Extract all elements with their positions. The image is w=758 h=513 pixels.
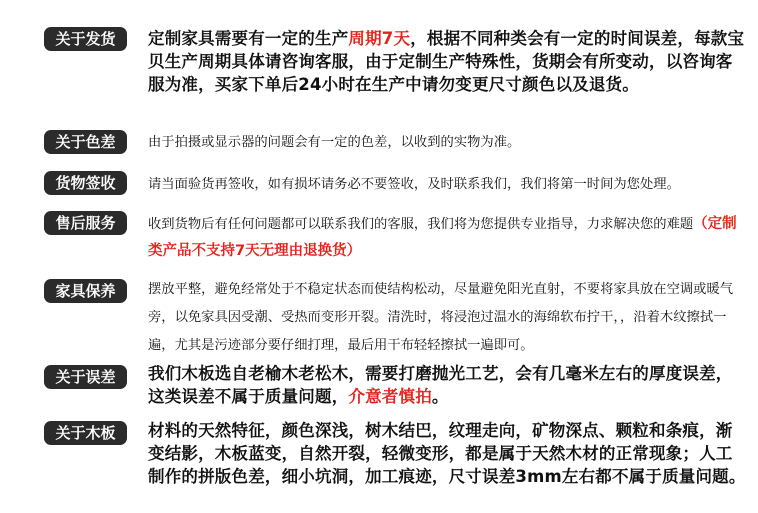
- section-body: [148, 27, 748, 96]
- section-body: [148, 362, 748, 408]
- highlight-text: 周期7天: [348, 29, 411, 48]
- text-segment: 摆放平整，避免经常处于不稳定状态而使结构松动，尽量避免阳光直射，不要将家具放在空调或暖气旁，以免家具因受潮、受热而变形开裂。清洗时，将浸泡过温水的海绵软布拧干，，沿着木纹擦拭一遍，尤其是污迹部分要仔细打理，最后用干布轻轻擦拭一遍即可。: [148, 282, 734, 353]
- section-label-badge: 货物签收: [44, 171, 127, 195]
- highlight-text: 介意者慎拍: [348, 387, 432, 406]
- section-label-badge: 售后服务: [44, 211, 127, 235]
- text-segment: ，根据不同种类会有一定的时间误差，每款宝贝生产周期具体请咨询客服，由于定制生产特殊性，货期会有所变动，以咨询客服为准，买家下单后24小时在生产中请勿变更尺寸颜色以及退货。: [148, 29, 745, 94]
- section-body: [148, 276, 746, 360]
- text-segment: 定制家具需要有一定的生产: [148, 29, 349, 48]
- text-segment: 材料的天然特征，颜色深浅，树木结巴，纹理走向，矿物深点、颗粒和条痕，渐变结影，木板蓝变，自然开裂，轻微变形，都是属于天然木材的正常现象；人工制作的拼版色差，细小坑洞，加工痕迹，尺寸误差3mm左右都不属于质量问题。: [148, 421, 746, 486]
- section-label-badge: 关于木板: [44, 421, 127, 445]
- section-body: [148, 419, 748, 488]
- section-label-badge: 关于误差: [44, 365, 127, 389]
- highlight-text: （定制类产品不支持7天无理由退换货）: [148, 216, 737, 259]
- section-label-badge: 关于发货: [44, 27, 127, 51]
- section-label-badge: 家具保养: [44, 279, 127, 303]
- section-label-badge: 关于色差: [44, 130, 127, 154]
- text-segment: 由于拍摄或显示器的问题会有一定的色差，以收到的实物为准。: [148, 135, 521, 150]
- text-segment: 收到货物后有任何问题都可以联系我们的客服，我们将为您提供专业指导，力求解决您的难题: [148, 217, 694, 232]
- section-body: [148, 211, 746, 265]
- text-segment: 。: [431, 387, 449, 406]
- section-body: [148, 129, 748, 156]
- section-body: [148, 171, 748, 198]
- text-segment: 请当面验货再签收，如有损坏请务必不要签收，及时联系我们，我们将第一时间为您处理。: [148, 177, 680, 192]
- text-segment: 我们木板选自老榆木老松木，需要打磨抛光工艺，会有几毫米左右的厚度误差，这类误差不属于质量问题，: [148, 364, 733, 406]
